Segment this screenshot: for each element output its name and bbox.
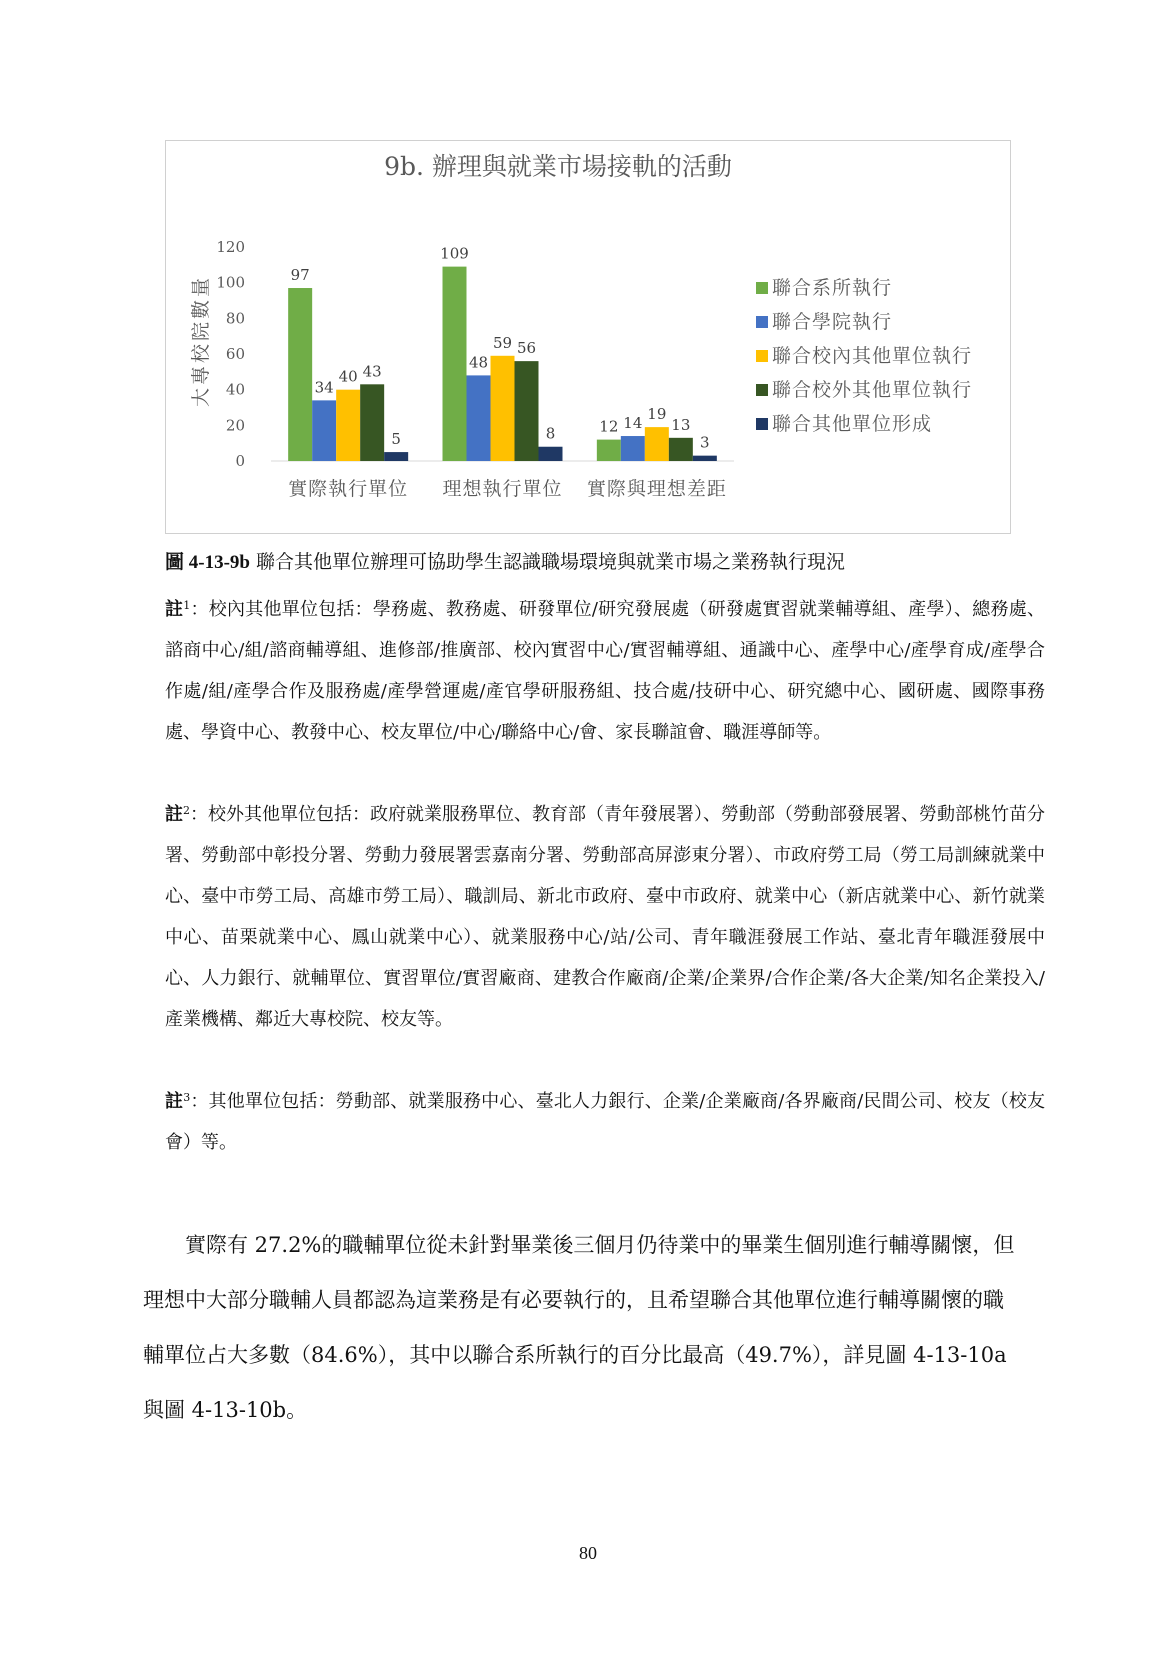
legend-swatch <box>756 316 768 328</box>
data-label: 14 <box>623 414 643 433</box>
y-tick-label: 40 <box>225 380 245 399</box>
note-label: 註 <box>165 804 183 825</box>
bar <box>539 447 563 461</box>
data-label: 56 <box>516 339 537 358</box>
data-label: 97 <box>290 266 310 285</box>
bar <box>515 361 539 461</box>
data-label: 59 <box>492 333 513 352</box>
note-text: ：校外其他單位包括：政府就業服務單位、教育部（青年發展署）、勞動部（勞動部發展署、勞動部桃竹苗分署、勞動部中彰投分署、勞動力發展署雲嘉南分署、勞動部高屏澎東分署）、市政府勞工局（勞工局訓練就業中心、臺中市勞工局、高雄市勞工局）、職訓局、新北市政府、臺中市政府、就業中心（新店就業中心、新竹就業中心、苗栗就業中心、鳳山就業中心）、就業服務中心/站/公司、青年職涯發展工作站、臺北青年職涯發展中心、人力銀行、就輔單位、實習單位/實習廠商、建教合作廠商/企業/企業界/合作企業/各大企業/知名企業投入/產業機構、鄰近大專校院、校友等。 <box>165 804 1045 1030</box>
note-text: ：其他單位包括：勞動部、就業服務中心、臺北人力銀行、企業/企業廠商/各界廠商/民間公司、校友（校友會）等。 <box>165 1091 1045 1153</box>
paragraph-text: 實際有 27.2%的職輔單位從未針對畢業後三個月仍待業中的畢業生個別進行輔導關懷，但理想中大部分職輔人員都認為這業務是有必要執行的，且希望聯合其他單位進行輔導關懷的職輔單位占大多數（84.6%），其中以聯合系所執行的百分比最高（49.7%），詳見圖 4-13-10a 與圖 4-13-10b。 <box>143 1233 1015 1422</box>
bar-chart <box>166 141 1012 535</box>
note-label: 註 <box>165 1091 184 1112</box>
bar <box>669 438 693 461</box>
bar <box>312 400 336 461</box>
note-text: ：校內其他單位包括：學務處、教務處、研發單位/研究發展處（研發處實習就業輔導組、產學）、總務處、諮商中心/組/諮商輔導組、進修部/推廣部、校內實習中心/實習輔導組、通識中心、產學中心/產學育成/產學合作處/組/產學合作及服務處/產學營運處/產官學研服務組、技合處/技研中心、研究總中心、國研處、國際事務處、學資中心、教發中心、校友單位/中心/聯絡中心/會、家長聯誼會、職涯導師等。 <box>165 599 1046 743</box>
figure-caption-label: 圖 4-13-9b <box>165 552 250 573</box>
legend-label: 聯合其他單位形成 <box>772 413 933 435</box>
chart-container <box>165 140 1011 534</box>
bar <box>645 427 669 461</box>
chart-title: 9b. 辦理與就業市場接軌的活動 <box>384 152 732 181</box>
x-tick-label: 實際與理想差距 <box>586 478 727 500</box>
legend-label: 聯合系所執行 <box>772 277 893 299</box>
data-label: 48 <box>468 353 489 372</box>
page-number: 80 <box>579 1543 597 1563</box>
legend-swatch <box>756 350 768 362</box>
figure-caption <box>165 548 1045 577</box>
note-superscript: 3 <box>183 1091 191 1104</box>
y-tick-label: 60 <box>225 345 245 363</box>
note-1 <box>165 585 1045 753</box>
y-tick-label: 80 <box>225 309 245 328</box>
data-label: 40 <box>338 367 358 386</box>
data-label: 5 <box>391 430 401 449</box>
data-label: 12 <box>599 417 619 436</box>
y-axis-label: 大專校院數量 <box>190 274 212 408</box>
y-tick-label: 100 <box>216 273 245 292</box>
data-label: 13 <box>671 415 691 434</box>
data-label: 43 <box>362 362 382 381</box>
legend-label: 聯合校外其他單位執行 <box>772 379 973 401</box>
bar <box>597 440 621 461</box>
bar <box>360 384 384 461</box>
data-label: 3 <box>700 433 710 452</box>
legend-swatch <box>756 418 768 430</box>
figure-caption-text: 聯合其他單位辦理可協助學生認識職場環境與就業市場之業務執行現況 <box>256 551 846 573</box>
data-label: 19 <box>647 405 667 424</box>
legend-label: 聯合學院執行 <box>772 311 893 333</box>
body-paragraph <box>143 1218 1023 1438</box>
y-tick-label: 0 <box>235 452 245 470</box>
bar <box>491 356 515 461</box>
legend-swatch <box>756 282 768 294</box>
note-superscript: 2 <box>183 804 190 817</box>
x-tick-label: 理想執行單位 <box>442 478 563 500</box>
bar <box>288 288 312 461</box>
data-label: 109 <box>440 244 469 263</box>
note-superscript: 1 <box>183 599 191 612</box>
legend-swatch <box>756 384 768 396</box>
note-label: 註 <box>165 599 184 620</box>
y-tick-label: 120 <box>216 238 245 256</box>
bar <box>693 456 717 461</box>
bar <box>467 375 491 461</box>
data-label: 34 <box>314 378 334 397</box>
bar <box>384 452 408 461</box>
bar <box>336 390 360 461</box>
bar <box>621 436 645 461</box>
note-2 <box>165 790 1045 1040</box>
legend-label: 聯合校內其他單位執行 <box>772 345 973 367</box>
data-label: 8 <box>545 424 556 443</box>
x-tick-label: 實際執行單位 <box>288 478 409 500</box>
y-tick-label: 20 <box>225 416 245 435</box>
bar <box>443 267 467 461</box>
note-3 <box>165 1077 1045 1163</box>
